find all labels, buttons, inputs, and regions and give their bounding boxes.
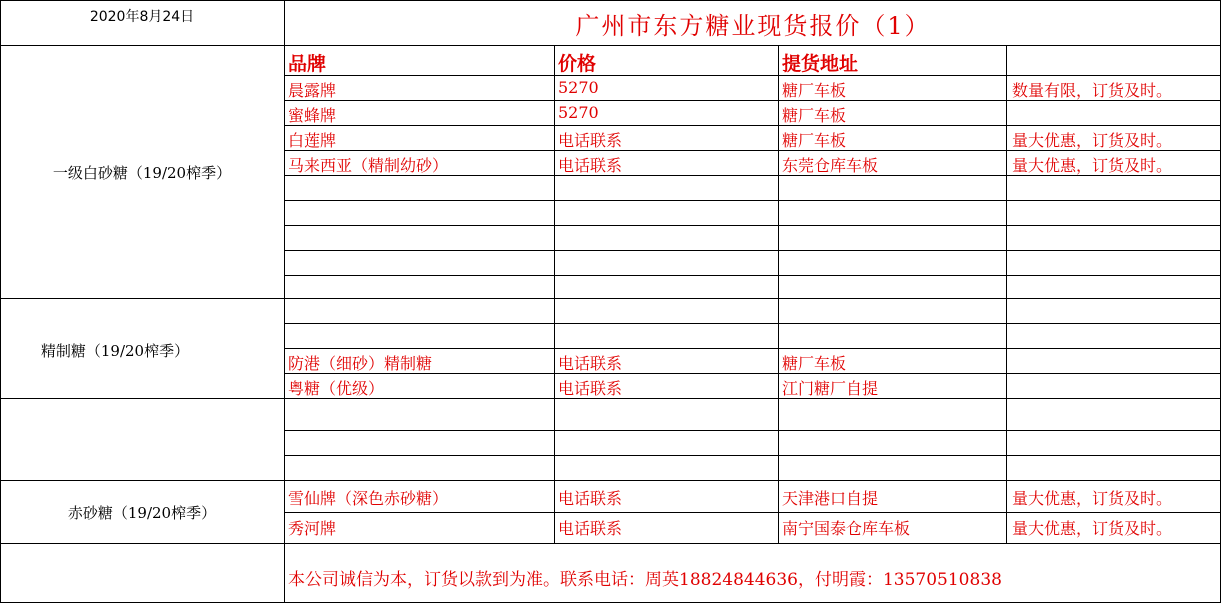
grid-line [284, 225, 1221, 226]
grid-line [284, 430, 1221, 431]
category-first-grade: 一级白砂糖（19/20榨季） [52, 164, 232, 182]
row-address: 糖厂车板 [782, 131, 847, 150]
row-brand: 晨露牌 [288, 81, 337, 100]
row-price: 电话联系 [558, 489, 623, 508]
row-brand: 白莲牌 [288, 131, 337, 150]
grid-line [0, 298, 1221, 299]
grid-line [284, 455, 1221, 456]
row-price: 电话联系 [558, 354, 623, 373]
row-price: 5270 [558, 103, 599, 122]
row-brand: 马来西亚（精制幼砂） [288, 156, 449, 175]
row-address: 糖厂车板 [782, 81, 847, 100]
report-date: 2020年8月24日 [89, 9, 195, 25]
row-address: 南宁国泰仓库车板 [782, 519, 911, 538]
grid-line [0, 543, 1221, 544]
row-brand: 蜜蜂牌 [288, 106, 337, 125]
row-price: 电话联系 [558, 379, 623, 398]
row-note: 量大优惠，订货及时。 [1012, 156, 1173, 175]
grid-line [284, 0, 285, 603]
row-price: 电话联系 [558, 519, 623, 538]
header-brand: 品牌 [288, 53, 327, 75]
row-address: 糖厂车板 [782, 354, 847, 373]
grid-line [284, 250, 1221, 251]
grid-line [284, 512, 1221, 513]
header-price: 价格 [558, 53, 597, 75]
grid-line [0, 0, 1221, 1]
row-brand: 粤糖（优级） [288, 379, 385, 398]
row-address: 糖厂车板 [782, 106, 847, 125]
header-address: 提货地址 [782, 53, 859, 75]
row-address: 东莞仓库车板 [782, 156, 879, 175]
grid-line [0, 480, 1221, 481]
row-note: 量大优惠，订货及时。 [1012, 519, 1173, 538]
row-note: 量大优惠，订货及时。 [1012, 131, 1173, 150]
grid-line [284, 200, 1221, 201]
row-note: 量大优惠，订货及时。 [1012, 489, 1173, 508]
grid-line [284, 125, 1221, 126]
grid-line [778, 45, 779, 543]
row-brand: 雪仙牌（深色赤砂糖） [288, 489, 449, 508]
category-refined: 精制糖（19/20榨季） [40, 342, 190, 360]
row-price: 电话联系 [558, 131, 623, 150]
grid-line [284, 75, 1221, 76]
row-note: 数量有限，订货及时。 [1012, 81, 1173, 100]
row-brand: 秀河牌 [288, 519, 337, 538]
grid-line [554, 45, 555, 543]
grid-line [284, 275, 1221, 276]
row-address: 江门糖厂自提 [782, 379, 879, 398]
grid-line [284, 348, 1221, 349]
footer-contact: 本公司诚信为本，订货以款到为准。联系电话：周英18824844636，付明霞：13570510838 [288, 570, 1002, 590]
row-brand: 防港（细砂）精制糖 [288, 354, 433, 373]
row-price: 电话联系 [558, 156, 623, 175]
row-address: 天津港口自提 [782, 489, 879, 508]
sheet-title: 广州市东方糖业现货报价（1） [575, 12, 931, 40]
grid-line [1006, 45, 1007, 543]
grid-line [0, 45, 1221, 46]
row-price: 5270 [558, 78, 599, 97]
grid-line [284, 323, 1221, 324]
category-brown: 赤砂糖（19/20榨季） [67, 504, 217, 522]
